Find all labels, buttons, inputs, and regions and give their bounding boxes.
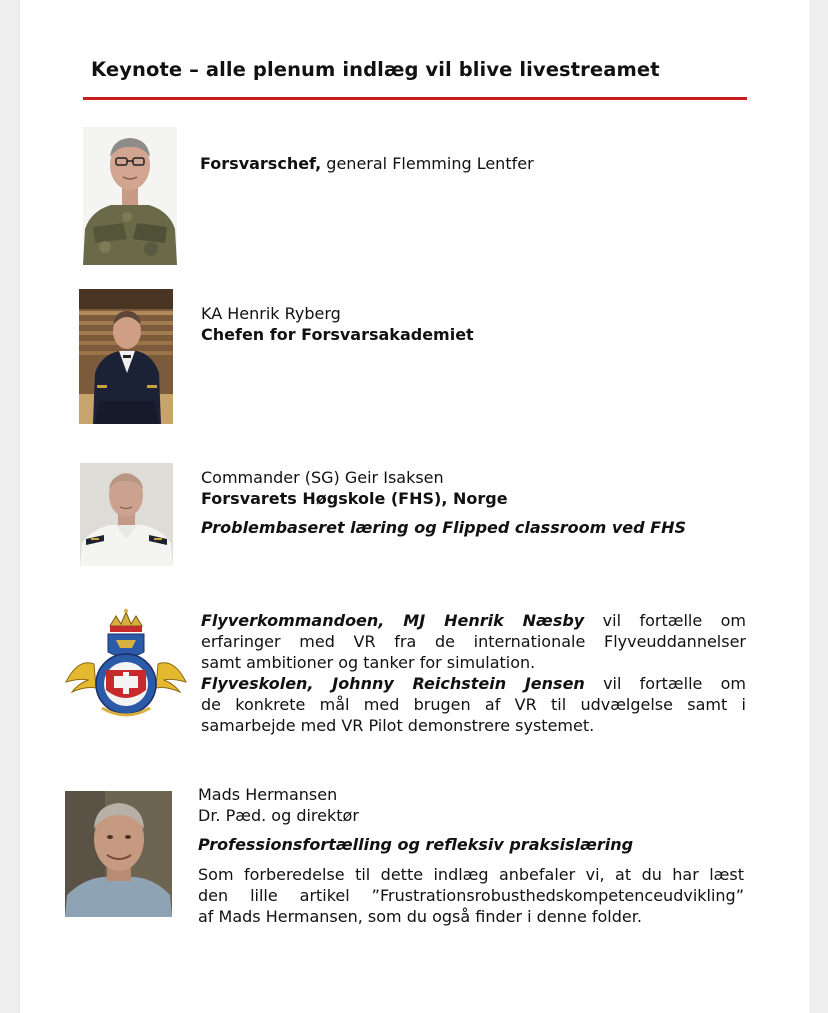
speaker-line-lentfer bbox=[200, 153, 534, 174]
flyvevaaben-emblem bbox=[64, 608, 188, 726]
document-page bbox=[20, 0, 810, 1013]
page-heading: Keynote – alle plenum indlæg vil blive livestreamet bbox=[91, 58, 660, 81]
speaker-name: general Flemming Lentfer bbox=[321, 154, 534, 173]
speaker-name-hermansen: Mads Hermansen bbox=[198, 785, 338, 804]
description-line bbox=[201, 610, 746, 631]
description-line bbox=[201, 673, 746, 694]
speaker-degree-hermansen: Dr. Pæd. og direktør bbox=[198, 806, 359, 825]
speaker-photo-ryberg bbox=[79, 289, 173, 424]
speaker-naesby: Flyverkommandoen, MJ Henrik Næsby bbox=[201, 611, 585, 630]
heading-divider bbox=[83, 97, 747, 100]
talk-title-isaksen: Problembaseret læring og Flipped classroom ved FHS bbox=[201, 518, 686, 537]
flyvevaaben-description bbox=[201, 610, 746, 736]
speaker-photo-hermansen bbox=[65, 791, 172, 917]
description-line: af Mads Hermansen, som du også finder i denne folder. bbox=[198, 907, 642, 926]
speaker-name-ryberg: KA Henrik Ryberg bbox=[201, 304, 341, 323]
hermansen-description bbox=[198, 864, 744, 927]
speaker-name-isaksen: Commander (SG) Geir Isaksen bbox=[201, 468, 444, 487]
description-line: erfaringer med VR fra de internationale Flyveuddannelser bbox=[201, 632, 746, 651]
speaker-role-ryberg: Chefen for Forsvarsakademiet bbox=[201, 325, 474, 344]
description-line: samt ambitioner og tanker for simulation. bbox=[201, 653, 536, 672]
speaker-reichstein-jensen: Flyveskolen, Johnny Reichstein Jensen bbox=[201, 674, 585, 693]
speaker-title: Forsvarschef, bbox=[200, 154, 322, 173]
description-text: vil fortælle om bbox=[584, 611, 746, 630]
speaker-photo-isaksen bbox=[80, 463, 173, 566]
speaker-org-isaksen: Forsvarets Høgskole (FHS), Norge bbox=[201, 489, 508, 508]
description-line: samarbejde med VR Pilot demonstrere systemet. bbox=[201, 716, 595, 735]
description-line: de konkrete mål med brugen af VR til udvælgelse samt i bbox=[201, 695, 746, 714]
description-text: vil fortælle om bbox=[584, 674, 746, 693]
talk-title-hermansen: Professionsfortælling og refleksiv praksislæring bbox=[198, 835, 634, 854]
speaker-photo-lentfer bbox=[83, 127, 177, 265]
description-line: Som forberedelse til dette indlæg anbefaler vi, at du har læst bbox=[198, 865, 744, 884]
description-line: den lille artikel ”Frustrationsrobusthedskompetenceudvikling” bbox=[198, 886, 744, 905]
